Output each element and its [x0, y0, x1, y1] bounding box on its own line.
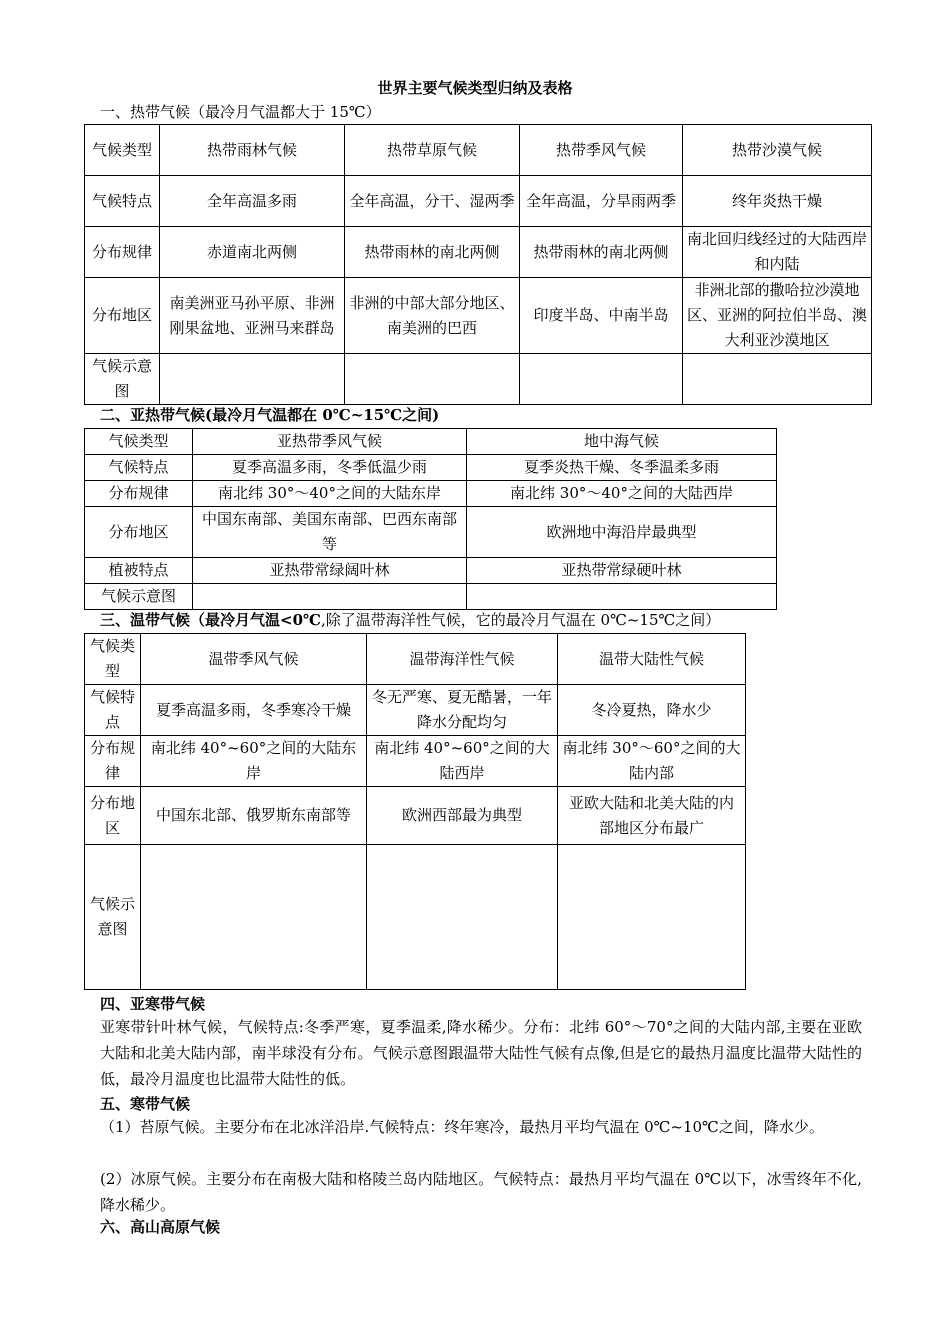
table-row	[85, 558, 777, 584]
diagram-cell	[160, 354, 345, 405]
table-row	[85, 736, 746, 787]
row-header: 气候类型	[85, 634, 141, 685]
table-cell: 南北纬 30°～60°之间的大陆内部	[558, 736, 746, 787]
section-4-heading: 四、亚寒带气候	[100, 995, 206, 1013]
tropical-climate-table	[84, 124, 872, 405]
table-cell: 亚欧大陆和北美大陆的内部地区分布最广	[558, 787, 746, 845]
table-cell: 温带海洋性气候	[367, 634, 558, 685]
table-row	[85, 507, 777, 558]
table-cell: 热带雨林的南北两侧	[345, 227, 520, 278]
section-5-heading: 五、寒带气候	[100, 1095, 191, 1113]
table-cell: 南美洲亚马孙平原、非洲刚果盆地、亚洲马来群岛	[160, 278, 345, 354]
section-5-paragraph-2: (2）冰原气候。主要分布在南极大陆和格陵兰岛内陆地区。气候特点：最热月平均气温在 0℃以下，冰雪终年不化,降水稀少。	[100, 1170, 862, 1214]
diagram-cell	[141, 845, 367, 990]
temperate-climate-table	[84, 633, 746, 990]
diagram-cell	[467, 584, 777, 610]
table-cell: 全年高温，分干、湿两季	[345, 176, 520, 227]
row-header: 分布地区	[85, 507, 193, 558]
table-row	[85, 125, 872, 176]
diagram-cell	[683, 354, 872, 405]
table-row	[85, 481, 777, 507]
table-cell: 亚热带常绿硬叶林	[467, 558, 777, 584]
table-cell: 亚热带季风气候	[193, 429, 467, 455]
table-cell: 欧洲西部最为典型	[367, 787, 558, 845]
section-6-heading: 六、高山高原气候	[100, 1218, 221, 1236]
table-row	[85, 584, 777, 610]
table-cell: 非洲的中部大部分地区、南美洲的巴西	[345, 278, 520, 354]
row-header: 分布规律	[85, 736, 141, 787]
table-cell: 温带季风气候	[141, 634, 367, 685]
table-row	[85, 787, 746, 845]
section-3-heading-bold: 三、温带气候（最冷月气温<0℃	[100, 611, 321, 629]
table-cell: 终年炎热干燥	[683, 176, 872, 227]
table-cell: 南北纬 40°~60°之间的大陆东岸	[141, 736, 367, 787]
table-cell: 夏季炎热干燥、冬季温柔多雨	[467, 455, 777, 481]
diagram-cell	[558, 845, 746, 990]
row-header: 气候类型	[85, 125, 160, 176]
table-cell: 非洲北部的撒哈拉沙漠地区、亚洲的阿拉伯半岛、澳大利亚沙漠地区	[683, 278, 872, 354]
diagram-cell	[367, 845, 558, 990]
table-cell: 全年高温，分旱雨两季	[520, 176, 683, 227]
table-cell: 赤道南北两侧	[160, 227, 345, 278]
section-1-heading: 一、热带气候（最冷月气温都大于 15℃）	[100, 103, 381, 121]
table-row	[85, 455, 777, 481]
table-row	[85, 634, 746, 685]
table-cell: 冬无严寒、夏无酷暑，一年降水分配均匀	[367, 685, 558, 736]
table-cell: 热带草原气候	[345, 125, 520, 176]
table-cell: 中国东北部、俄罗斯东南部等	[141, 787, 367, 845]
table-cell: 热带雨林的南北两侧	[520, 227, 683, 278]
diagram-cell	[520, 354, 683, 405]
table-cell: 欧洲地中海沿岸最典型	[467, 507, 777, 558]
table-cell: 热带雨林气候	[160, 125, 345, 176]
row-header: 气候类型	[85, 429, 193, 455]
table-cell: 地中海气候	[467, 429, 777, 455]
table-row	[85, 429, 777, 455]
row-header: 分布规律	[85, 481, 193, 507]
row-header: 气候示意图	[85, 845, 141, 990]
section-5-paragraph-1: （1）苔原气候。主要分布在北冰洋沿岸.气候特点：终年寒冷，最热月平均气温在 0℃~10℃之间，降水少。	[100, 1118, 824, 1136]
table-cell: 热带季风气候	[520, 125, 683, 176]
table-row	[85, 176, 872, 227]
row-header: 气候示意图	[85, 584, 193, 610]
table-cell: 冬冷夏热，降水少	[558, 685, 746, 736]
table-cell: 中国东南部、美国东南部、巴西东南部等	[193, 507, 467, 558]
table-cell: 温带大陆性气候	[558, 634, 746, 685]
table-cell: 南北纬 30°～40°之间的大陆东岸	[193, 481, 467, 507]
row-header: 分布地区	[85, 278, 160, 354]
diagram-cell	[345, 354, 520, 405]
row-header: 气候示意图	[85, 354, 160, 405]
table-cell: 南北回归线经过的大陆西岸和内陆	[683, 227, 872, 278]
row-header: 分布规律	[85, 227, 160, 278]
table-cell: 南北纬 30°～40°之间的大陆西岸	[467, 481, 777, 507]
table-row	[85, 685, 746, 736]
page-title: 世界主要气候类型归纳及表格	[377, 79, 573, 97]
table-row	[85, 227, 872, 278]
section-4-text: 亚寒带针叶林气候，气候特点:冬季严寒，夏季温柔,降水稀少。分布：北纬 60°～70°之间的大陆内部,主要在亚欧大陆和北美大陆内部，南半球没有分布。气候示意图跟温带大陆性气候有点像,但是它的最热月温度比温带大陆性的低，最冷月温度也比温带大陆性的低。	[100, 1018, 862, 1088]
table-cell: 亚热带常绿阔叶林	[193, 558, 467, 584]
table-cell: 印度半岛、中南半岛	[520, 278, 683, 354]
table-cell: 全年高温多雨	[160, 176, 345, 227]
table-row	[85, 354, 872, 405]
section-2-heading: 二、亚热带气候(最冷月气温都在 0℃~15℃之间)	[100, 406, 440, 424]
row-header: 气候特点	[85, 455, 193, 481]
table-cell: 夏季高温多雨，冬季低温少雨	[193, 455, 467, 481]
section-3-heading	[100, 609, 720, 630]
table-row	[85, 845, 746, 990]
table-cell: 南北纬 40°~60°之间的大陆西岸	[367, 736, 558, 787]
row-header: 气候特点	[85, 685, 141, 736]
table-cell: 热带沙漠气候	[683, 125, 872, 176]
row-header: 植被特点	[85, 558, 193, 584]
table-row	[85, 278, 872, 354]
table-cell: 夏季高温多雨，冬季寒冷干燥	[141, 685, 367, 736]
section-3-heading-rest: ,除了温带海洋性气候，它的最冷月气温在 0℃~15℃之间）	[320, 611, 721, 629]
subtropical-climate-table	[84, 428, 777, 610]
diagram-cell	[193, 584, 467, 610]
row-header: 分布地区	[85, 787, 141, 845]
row-header: 气候特点	[85, 176, 160, 227]
